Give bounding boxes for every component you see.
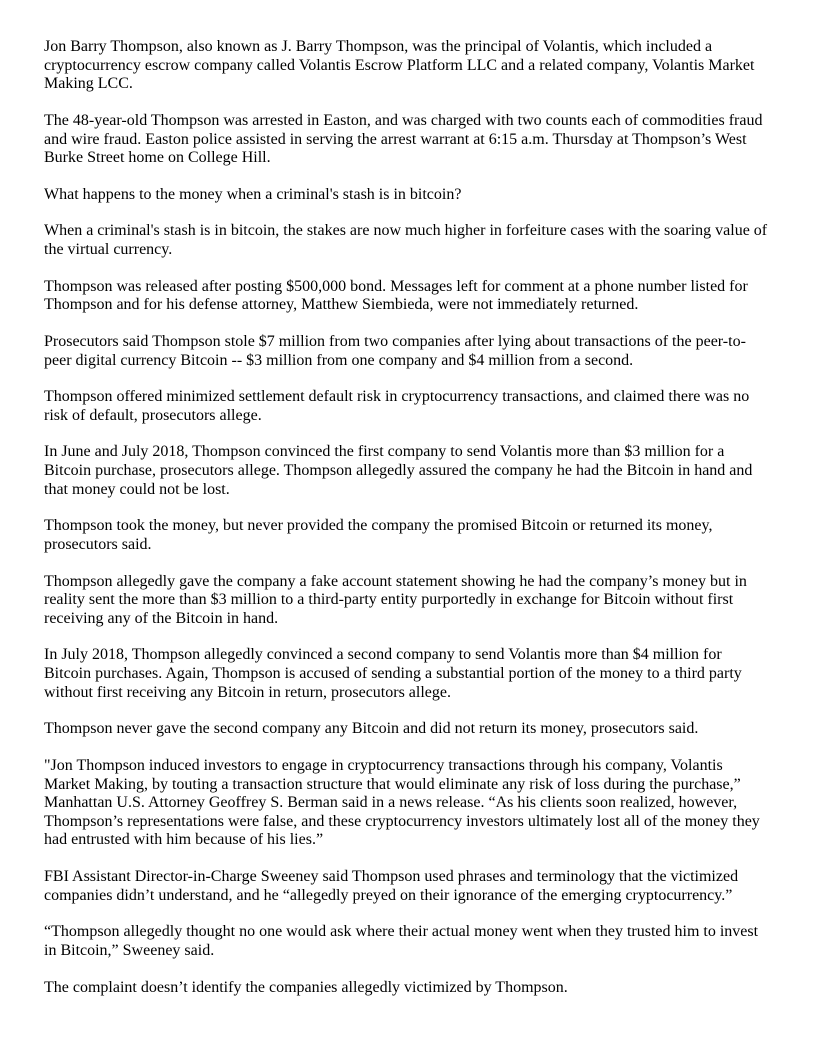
paragraph: What happens to the money when a criminal's stash is in bitcoin? [44,185,462,203]
paragraph: Thompson took the money, but never provided the company the promised Bitcoin or returned its money, prosecutors said. [44,517,713,553]
paragraph: Thompson offered minimized settlement default risk in cryptocurrency transactions, and claimed there was no risk of default, prosecutors allege. [44,388,750,424]
article-body [44,38,771,997]
paragraph: Thompson was released after posting $500,000 bond. Messages left for comment at a phone number listed for Thompson and for his defense attorney, Matthew Siembieda, were not immediately returned. [44,277,748,314]
paragraph: FBI Assistant Director-in-Charge Sweeney said Thompson used phrases and terminology that the victimized companies didn’t understand, and he “allegedly preyed on their ignorance of the emerging cryptocurrency.” [44,868,739,904]
paragraph: Thompson allegedly gave the company a fake account statement showing he had the company’s money but in reality sent the more than $3 million to a third-party entity purportedly in exchange for Bitcoin without first receiving any of the Bitcoin in hand. [44,572,747,627]
paragraph: Jon Barry Thompson, also known as J. Barry Thompson, was the principal of Volantis, which included a cryptocurrency escrow company called Volantis Escrow Platform LLC and a related company, Volantis Market Making LCC. [44,38,755,93]
paragraph: The 48-year-old Thompson was arrested in Easton, and was charged with two counts each of commodities fraud and wire fraud. Easton police assisted in serving the arrest warrant at 6:15 a.m. Thursday at Thompson’s West Burke Street home on College Hill. [44,111,763,167]
paragraph: "Jon Thompson induced investors to engage in cryptocurrency transactions through his company, Volantis Market Making, by touting a transaction structure that would eliminate any risk of loss during the purchase,” Manhattan U.S. Attorney Geoffrey S. Berman said in a news release. “As his clients soon realized, however, Thompson’s representations were false, and these cryptocurrency investors ultimately lost all of the money they had entrusted with him because of his lies.” [44,756,760,849]
paragraph: In July 2018, Thompson allegedly convinced a second company to send Volantis more than $4 million for Bitcoin purchases. Again, Thompson is accused of sending a substantial portion of the money to a third party without first receiving any Bitcoin in return, prosecutors allege. [44,646,742,701]
paragraph: “Thompson allegedly thought no one would ask where their actual money went when they trusted him to invest in Bitcoin,” Sweeney said. [44,923,759,959]
paragraph: Thompson never gave the second company any Bitcoin and did not return its money, prosecutors said. [44,720,699,738]
paragraph: When a criminal's stash is in bitcoin, the stakes are now much higher in forfeiture cases with the soaring value of the virtual currency. [44,222,768,258]
paragraph: In June and July 2018, Thompson convinced the first company to send Volantis more than $3 million for a Bitcoin purchase, prosecutors allege. Thompson allegedly assured the company he had the Bitcoin in hand and that money could not be lost. [44,443,753,498]
paragraph: The complaint doesn’t identify the companies allegedly victimized by Thompson. [44,978,568,996]
paragraph: Prosecutors said Thompson stole $7 million from two companies after lying about transactions of the peer-to-peer digital currency Bitcoin -- $3 million from one company and $4 million from a second. [44,332,746,369]
